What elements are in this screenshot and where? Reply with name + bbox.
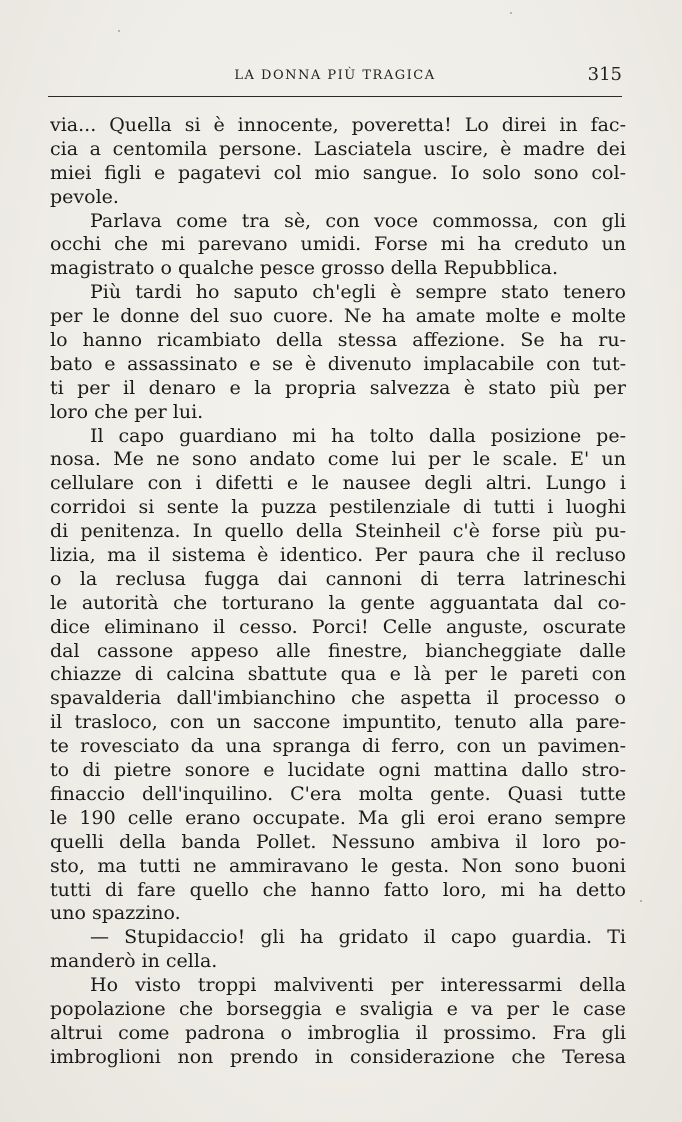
text-line: to di pietre sonore e lucidate ogni mattina dallo stro-: [50, 759, 626, 782]
text-line: loro che per lui.: [50, 400, 204, 423]
text-line: Più tardi ho saputo ch'egli è sempre stato tenero: [90, 281, 626, 304]
text-line: altrui come padrona o imbroglia il prossimo. Fra gli: [50, 1021, 626, 1044]
text-line: Parlava come tra sè, con voce commossa, con gli: [90, 209, 626, 232]
text-line: lo hanno ricambiato della stessa affezione. Se ha ru-: [50, 329, 626, 352]
header-rule: [48, 96, 622, 97]
page-number: 315: [587, 64, 622, 85]
text-line: Ho visto troppi malviventi per interessarmi della: [90, 974, 626, 997]
text-line: — Stupidaccio! gli ha gridato il capo guardia. Ti: [90, 926, 626, 949]
text-line: o la reclusa fugga dai cannoni di terra latrineschi: [50, 567, 626, 590]
text-line: le autorità che torturano la gente agguantata dal co-: [50, 591, 626, 614]
text-line: tutti di fare quello che hanno fatto loro, mi ha detto: [50, 878, 626, 901]
text-line: quelli della banda Pollet. Nessuno ambiva il loro po-: [50, 830, 626, 853]
text-line: chiazze di calcina sbattute qua e là per le pareti con: [50, 663, 626, 686]
print-speck: [510, 12, 512, 14]
text-line: sto, ma tutti ne ammiravano le gesta. Non sono buoni: [50, 854, 626, 877]
text-line: dal cassone appeso alle finestre, biancheggiate dalle: [50, 639, 626, 662]
text-line: le 190 celle erano occupate. Ma gli eroi erano sempre: [50, 806, 626, 829]
text-line: nosa. Me ne sono andato come lui per le scale. E' un: [50, 448, 626, 471]
text-line: spavalderia dall'imbianchino che aspetta il processo o: [50, 687, 626, 710]
text-line: corridoi si sente la puzza pestilenziale di tutti i luoghi: [50, 496, 626, 519]
body-text: [50, 114, 626, 1070]
text-line: manderò in cella.: [50, 950, 218, 973]
text-line: popolazione che borseggia e svaligia e va per le case: [50, 997, 626, 1020]
running-header: [48, 64, 622, 92]
print-speck: [640, 900, 642, 902]
text-line: pevole.: [50, 185, 119, 208]
text-line: via... Quella si è innocente, poveretta! Lo direi in fac-: [50, 114, 626, 136]
text-line: cia a centomila persone. Lasciatela uscire, è madre dei: [50, 137, 626, 160]
text-line: il trasloco, con un saccone impuntito, tenuto alla pare-: [50, 711, 626, 734]
text-line: di penitenza. In quello della Steinheil c'è forse più pu-: [50, 520, 626, 543]
text-line: ti per il denaro e la propria salvezza è stato più per: [50, 376, 626, 399]
print-speck: [118, 30, 120, 32]
text-line: per le donne del suo cuore. Ne ha amate molte e molte: [50, 305, 626, 328]
text-line: uno spazzino.: [50, 902, 181, 925]
text-line: magistrato o qualche pesce grosso della Repubblica.: [50, 257, 559, 280]
text-line: cellulare con i difetti e le nausee degli altri. Lungo i: [50, 472, 626, 495]
text-line: bato e assassinato e se è divenuto implacabile con tut-: [50, 352, 626, 375]
text-line: imbroglioni non prendo in considerazione che Teresa: [50, 1045, 626, 1068]
text-line: occhi che mi parevano umidi. Forse mi ha creduto un: [50, 233, 626, 256]
text-line: miei figli e pagatevi col mio sangue. Io solo sono col-: [50, 161, 626, 184]
text-line: Il capo guardiano mi ha tolto dalla posizione pe-: [90, 424, 626, 447]
text-line: finaccio dell'inquilino. C'era molta gente. Quasi tutte: [50, 782, 626, 805]
running-title: LA DONNA PIÙ TRAGICA: [234, 68, 436, 83]
text-line: dice eliminano il cesso. Porci! Celle anguste, oscurate: [50, 615, 626, 638]
text-line: lizia, ma il sistema è identico. Per paura che il recluso: [50, 544, 626, 567]
text-line: te rovesciato da una spranga di ferro, con un pavimen-: [50, 735, 626, 758]
